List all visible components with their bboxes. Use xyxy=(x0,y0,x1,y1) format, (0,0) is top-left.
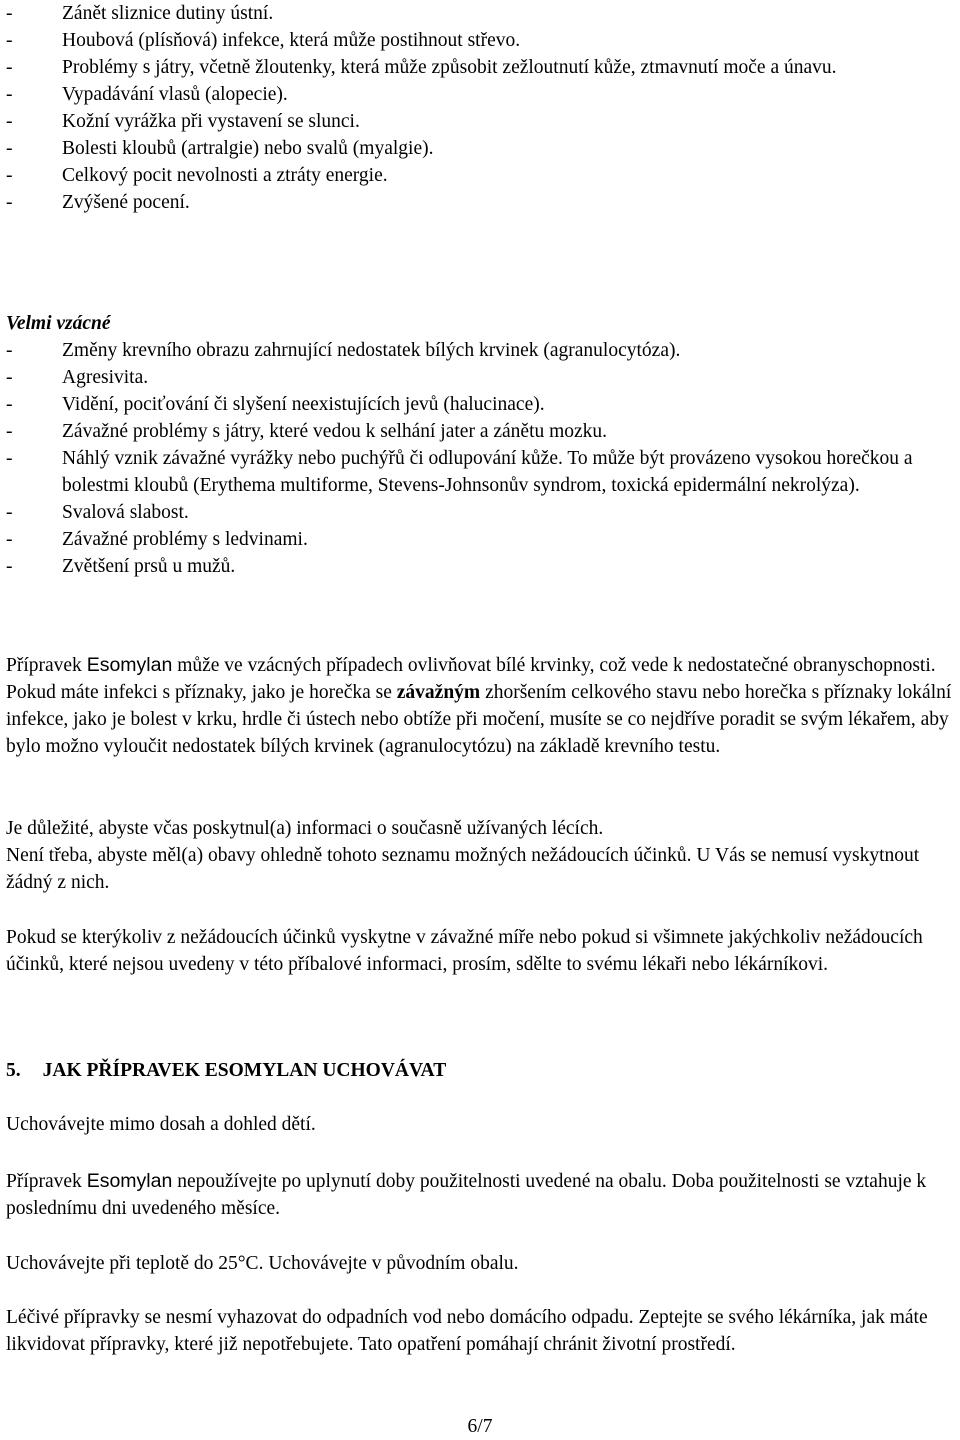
list-item-text: Vypadávání vlasů (alopecie). xyxy=(62,84,288,105)
list-dash: - xyxy=(6,111,13,132)
list-dash: - xyxy=(6,421,13,442)
esomylan-white-cells-paragraph xyxy=(6,652,956,760)
emphasis-text: závažným xyxy=(396,682,481,703)
list-item-text: Svalová slabost. xyxy=(62,502,189,523)
list-dash: - xyxy=(6,192,13,213)
list-item xyxy=(6,54,942,81)
page-number: 6/7 xyxy=(467,1416,493,1437)
list-item-text: Zvětšení prsů u mužů. xyxy=(62,556,236,577)
list-item xyxy=(6,81,942,108)
list-item xyxy=(6,364,946,391)
list-item-text: Celkový pocit nevolnosti a ztráty energie. xyxy=(62,165,388,186)
inform-paragraph xyxy=(6,815,956,896)
list-dash: - xyxy=(6,30,13,51)
list-dash: - xyxy=(6,84,13,105)
list-item-text: Závažné problémy s ledvinami. xyxy=(62,529,308,550)
text-segment: může ve vzácných případech ovlivňovat bílé krvinky, což vede k nedostatečné obranyschopnosti. Pokud máte infekci s příznaky, jako je horečka se xyxy=(6,655,936,703)
inform-text-2: Není třeba, abyste měl(a) obavy ohledně tohoto seznamu možných nežádoucích účinků. U Vás se nemusí vyskytnout žádný z nich. xyxy=(6,845,920,893)
list-item-text: Houbová (plísňová) infekce, která může postihnout střevo. xyxy=(62,30,521,51)
list-item xyxy=(6,391,946,418)
list-dash: - xyxy=(6,502,13,523)
list-item-text: Zánět sliznice dutiny ústní. xyxy=(62,3,274,24)
list-dash: - xyxy=(6,367,13,388)
list-item xyxy=(6,445,942,499)
list-item xyxy=(6,189,942,216)
list-dash: - xyxy=(6,57,13,78)
list-dash: - xyxy=(6,529,13,550)
list-item-text: Změny krevního obrazu zahrnující nedostatek bílých krvinek (agranulocytóza). xyxy=(62,340,681,361)
inform-text-1: Je důležité, abyste včas poskytnul(a) informaci o současně užívaných lécích. xyxy=(6,818,604,839)
list-dash: - xyxy=(6,448,13,469)
list-item-text: Náhlý vznik závažné vyrážky nebo puchýřů či odlupování kůže. To může být provázeno vysokou horečkou a bolestmi kloubů (Erythema multiforme, Stevens-Johnsonův syndrom, toxická epidermální nekrolýza). xyxy=(62,448,913,496)
list-item xyxy=(6,553,946,580)
section-number: 5. xyxy=(6,1060,21,1081)
list-item xyxy=(6,108,942,135)
list-item-text: Zvýšené pocení. xyxy=(62,192,190,213)
brand-name: Esomylan xyxy=(86,654,173,676)
list-dash: - xyxy=(6,3,13,24)
list-item xyxy=(6,499,946,526)
list-item xyxy=(6,162,942,189)
list-item-text: Bolesti kloubů (artralgie) nebo svalů (myalgie). xyxy=(62,138,434,159)
list-item-text: Problémy s játry, včetně žloutenky, která může způsobit zežloutnutí kůže, ztmavnutí moče a únavu. xyxy=(62,57,837,78)
text-segment: zhoršením celkového stavu nebo horečka s příznaky lokální infekce, jako je bolest v krku, hrdle či ústech nebo obtíže při močení, musíte se co nejdříve poradit se svým lékařem, aby bylo možno vyloučit nedostatek bílých krvinek (agranulocytózu) na základě krevního testu. xyxy=(6,682,952,757)
list-item xyxy=(6,526,946,553)
list-item-text: Závažné problémy s játry, které vedou k selhání jater a zánětu mozku. xyxy=(62,421,608,442)
list-item-text: Vidění, pociťování či slyšení neexistujících jevů (halucinace). xyxy=(62,394,545,415)
list-item xyxy=(6,27,942,54)
list-dash: - xyxy=(6,165,13,186)
section-title: JAK PŘÍPRAVEK ESOMYLAN UCHOVÁVAT xyxy=(42,1060,447,1081)
storage-text-3: Uchovávejte při teplotě do 25°C. Uchovávejte v původním obalu. xyxy=(6,1253,519,1274)
list-item-text: Agresivita. xyxy=(62,367,149,388)
section-heading: Velmi vzácné xyxy=(6,313,111,334)
list-dash: - xyxy=(6,556,13,577)
text-segment: nepoužívejte po uplynutí doby použitelnosti uvedené na obalu. Doba použitelnosti se vztahuje k poslednímu dni uvedeného měsíce. xyxy=(6,1171,927,1219)
list-item xyxy=(6,0,942,27)
very-rare-section xyxy=(6,310,946,580)
report-paragraph: Pokud se kterýkoliv z nežádoucích účinků vyskytne v závažné míře nebo pokud si všimnete jakýchkoliv nežádoucích účinků, které nejsou uvedeny v této příbalové informaci, prosím, sdělte to svému lékaři nebo lékárníkovi. xyxy=(6,927,923,975)
list-item xyxy=(6,418,946,445)
storage-text-4: Léčivé přípravky se nesmí vyhazovat do odpadních vod nebo domácího odpadu. Zeptejte se svého lékárníka, jak máte likvidovat přípravky, které již nepotřebujete. Tato opatření pomáhají chránit životní prostředí. xyxy=(6,1307,928,1355)
list-item xyxy=(6,337,946,364)
list-dash: - xyxy=(6,394,13,415)
list-dash: - xyxy=(6,340,13,361)
text-segment: Přípravek xyxy=(6,655,82,676)
storage-text-2 xyxy=(6,1168,946,1222)
list-item-text: Kožní vyrážka při vystavení se slunci. xyxy=(62,111,360,132)
storage-text-1: Uchovávejte mimo dosah a dohled dětí. xyxy=(6,1114,316,1135)
list-dash: - xyxy=(6,138,13,159)
text-segment: Přípravek xyxy=(6,1171,82,1192)
side-effects-list xyxy=(6,0,942,216)
list-item xyxy=(6,135,942,162)
section-5-heading xyxy=(6,1057,956,1084)
brand-name: Esomylan xyxy=(86,1170,173,1192)
